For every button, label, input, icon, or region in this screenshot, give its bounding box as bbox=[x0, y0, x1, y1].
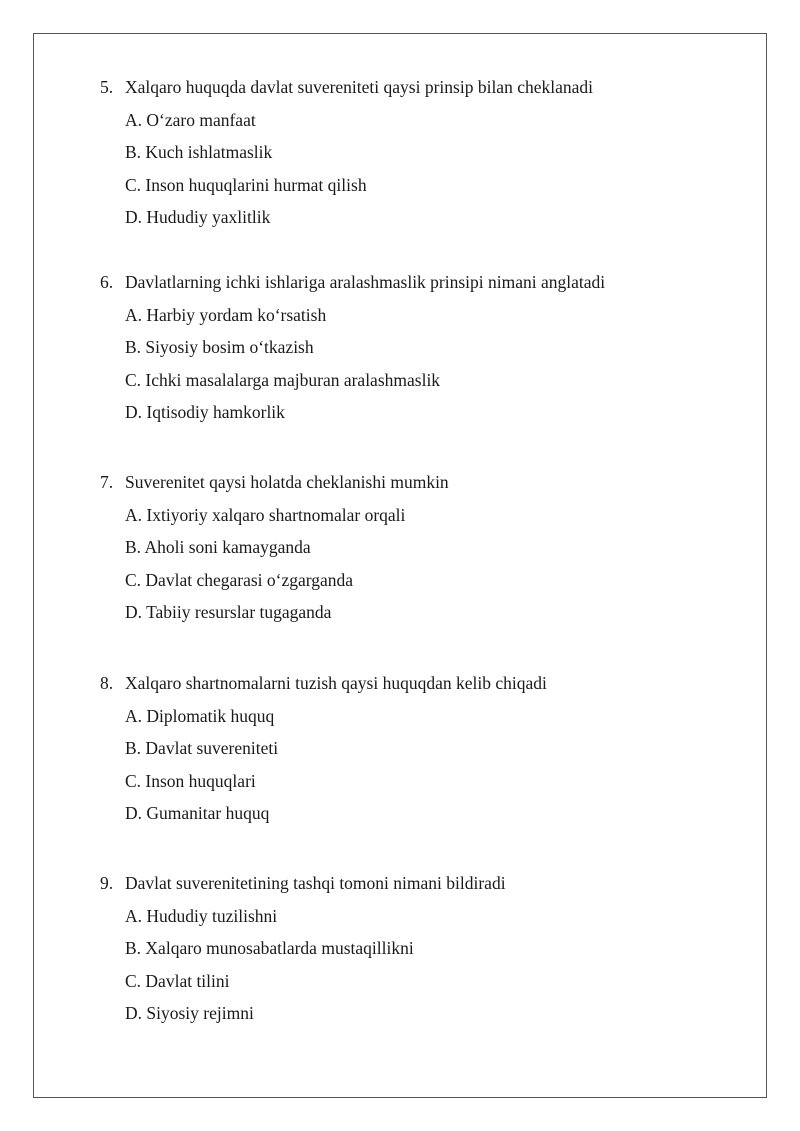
option-d: D. Tabiiy resurslar tugaganda bbox=[125, 602, 332, 622]
option-d: D. Gumanitar huquq bbox=[125, 803, 270, 823]
option-a: A. Diplomatik huquq bbox=[125, 706, 275, 726]
question-number: 9. bbox=[100, 873, 114, 893]
option-d: D. Hududiy yaxlitlik bbox=[125, 207, 271, 227]
question-6-line bbox=[100, 272, 605, 292]
question-number: 6. bbox=[100, 272, 114, 292]
option-a: A. Harbiy yordam ko‘rsatish bbox=[125, 305, 327, 325]
option-d: D. Iqtisodiy hamkorlik bbox=[125, 402, 285, 422]
option-c: C. Inson huquqlari bbox=[125, 771, 256, 791]
option-b: B. Xalqaro munosabatlarda mustaqillikni bbox=[125, 938, 414, 958]
option-b: B. Siyosiy bosim o‘tkazish bbox=[125, 337, 314, 357]
question-7-line bbox=[100, 472, 449, 492]
question-text: Xalqaro shartnomalarni tuzish qaysi huquqdan kelib chiqadi bbox=[125, 673, 547, 693]
option-c: C. Davlat tilini bbox=[125, 971, 230, 991]
question-text: Davlat suverenitetining tashqi tomoni nimani bildiradi bbox=[125, 873, 506, 893]
option-c: C. Ichki masalalarga majburan aralashmaslik bbox=[125, 370, 441, 390]
option-a: A. O‘zaro manfaat bbox=[125, 110, 256, 130]
option-d: D. Siyosiy rejimni bbox=[125, 1003, 254, 1023]
option-a: A. Ixtiyoriy xalqaro shartnomalar orqali bbox=[125, 505, 406, 525]
option-b: B. Aholi soni kamayganda bbox=[125, 537, 311, 557]
question-8-line bbox=[100, 673, 547, 693]
question-text: Xalqaro huquqda davlat suvereniteti qaysi prinsip bilan cheklanadi bbox=[125, 77, 593, 97]
option-c: C. Inson huquqlarini hurmat qilish bbox=[125, 175, 367, 195]
question-number: 7. bbox=[100, 472, 114, 492]
question-text: Suverenitet qaysi holatda cheklanishi mumkin bbox=[125, 472, 449, 492]
option-b: B. Davlat suvereniteti bbox=[125, 738, 279, 758]
option-c: C. Davlat chegarasi o‘zgarganda bbox=[125, 570, 354, 590]
question-9-line bbox=[100, 873, 506, 893]
question-number: 5. bbox=[100, 77, 114, 97]
question-text: Davlatlarning ichki ishlariga aralashmaslik prinsipi nimani anglatadi bbox=[125, 272, 606, 292]
question-5-line bbox=[100, 77, 593, 97]
option-b: B. Kuch ishlatmaslik bbox=[125, 142, 273, 162]
option-a: A. Hududiy tuzilishni bbox=[125, 906, 278, 926]
question-number: 8. bbox=[100, 673, 114, 693]
